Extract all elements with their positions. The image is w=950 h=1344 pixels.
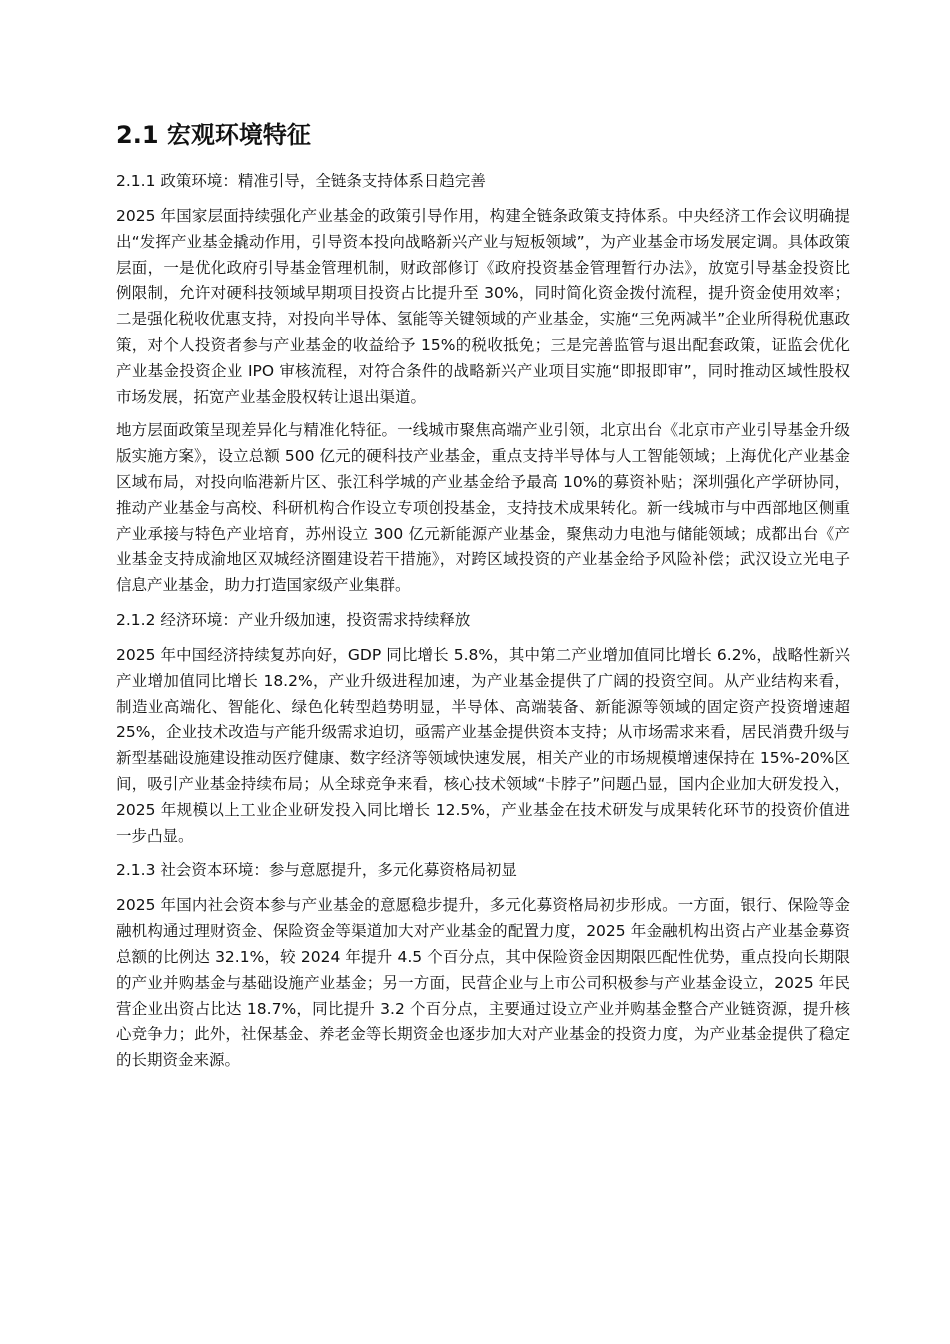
- paragraph: 2025 年中国经济持续复苏向好，GDP 同比增长 5.8%，其中第二产业增加值同比增长 6.2%，战略性新兴产业增加值同比增长 18.2%，产业升级进程加速，为产业基金提供了广阔的投资空间。从产业结构来看，制造业高端化、智能化、绿色化转型趋势明显，半导体、高端装备、新能源等领域的固定资产投资增速超 25%，企业技术改造与产能升级需求迫切，亟需产业基金提供资本支持；从市场需求来看，居民消费升级与新型基础设施建设推动医疗健康、数字经济等领域快速发展，相关产业的市场规模增速保持在 15%-20%区间，吸引产业基金持续布局；从全球竞争来看，核心技术领域“卡脖子”问题凸显，国内企业加大研发投入，2025 年规模以上工业企业研发投入同比增长 12.5%，产业基金在技术研发与成果转化环节的投资价值进一步凸显。: [116, 645, 850, 845]
- subsection-heading-economy: 2.1.2 经济环境：产业升级加速，投资需求持续释放: [116, 610, 471, 629]
- paragraph: 2025 年国家层面持续强化产业基金的政策引导作用，构建全链条政策支持体系。中央经济工作会议明确提出“发挥产业基金撬动作用，引导资本投向战略新兴产业与短板领域”，为产业基金市场发展定调。具体政策层面，一是优化政府引导基金管理机制，财政部修订《政府投资基金管理暂行办法》，放宽引导基金投资比例限制，允许对硬科技领域早期项目投资占比提升至 30%，同时简化资金拨付流程，提升资金使用效率；二是强化税收优惠支持，对投向半导体、氢能等关键领域的产业基金，实施“三免两减半”企业所得税优惠政策，对个人投资者参与产业基金的收益给予 15%的税收抵免；三是完善监管与退出配套政策，证监会优化产业基金投资企业 IPO 审核流程，对符合条件的战略新兴产业项目实施“即报即审”，同时推动区域性股权市场发展，拓宽产业基金股权转让退出渠道。: [116, 207, 850, 406]
- subsection-heading-social-capital: 2.1.3 社会资本环境：参与意愿提升，多元化募资格局初显: [116, 861, 517, 880]
- paragraph: 2025 年国内社会资本参与产业基金的意愿稳步提升，多元化募资格局初步形成。一方面，银行、保险等金融机构通过理财资金、保险资金等渠道加大对产业基金的配置力度，2025 年金融机构出资占产业基金募资总额的比例达 32.1%，较 2024 年提升 4.5 个百分点，其中保险资金因期限匹配性优势，重点投向长期限的产业并购基金与基础设施产业基金；另一方面，民营企业与上市公司积极参与产业基金设立，2025 年民营企业出资占比达 18.7%，同比提升 3.2 个百分点，主要通过设立产业并购基金整合产业链资源，提升核心竞争力；此外，社保基金、养老金等长期资金也逐步加大对产业基金的投资力度，为产业基金提供了稳定的长期资金来源。: [116, 896, 850, 1070]
- section-title: 2.1 宏观环境特征: [116, 121, 311, 149]
- document-page: [116, 118, 850, 1082]
- paragraph: 地方层面政策呈现差异化与精准化特征。一线城市聚焦高端产业引领，北京出台《北京市产业引导基金升级版实施方案》，设立总额 500 亿元的硬科技产业基金，重点支持半导体与人工智能领域；上海优化产业基金区域布局，对投向临港新片区、张江科学城的产业基金给予最高 10%的募资补贴；深圳强化产学研协同，推动产业基金与高校、科研机构合作设立专项创投基金，支持技术成果转化。新一线城市与中西部地区侧重产业承接与特色产业培育，苏州设立 300 亿元新能源产业基金，聚焦动力电池与储能领域；成都出台《产业基金支持成渝地区双城经济圈建设若干措施》，对跨区域投资的产业基金给予风险补偿；武汉设立光电子信息产业基金，助力打造国家级产业集群。: [116, 421, 850, 595]
- subsection-heading-policy: 2.1.1 政策环境：精准引导，全链条支持体系日趋完善: [116, 172, 486, 190]
